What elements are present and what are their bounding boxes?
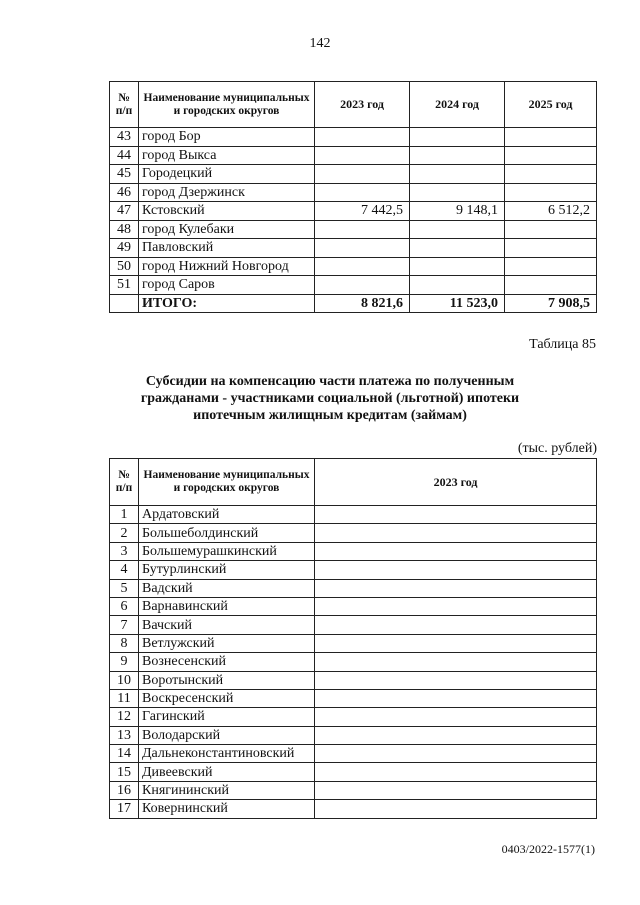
row-value-2024: [410, 220, 505, 239]
table-row: [110, 506, 597, 524]
header-name: Наименование муниципальных и городских округов: [139, 459, 315, 506]
row-value-2023: [315, 257, 410, 276]
row-number: 16: [110, 781, 139, 799]
row-name: Вачский: [139, 616, 315, 634]
row-value-2023: [315, 781, 597, 799]
row-number: 7: [110, 616, 139, 634]
row-value-2025: [505, 239, 597, 258]
table-continued-municipal-values: [109, 81, 597, 313]
row-name: Ковернинский: [139, 800, 315, 818]
row-value-2025: [505, 276, 597, 295]
table-row: [110, 128, 597, 147]
row-value-2025: [505, 128, 597, 147]
row-value-2023: [315, 220, 410, 239]
row-value-2023: [315, 183, 410, 202]
total-num-cell: [110, 294, 139, 313]
total-2023: 8 821,6: [315, 294, 410, 313]
table-heading: Субсидии на компенсацию части платежа по полученным гражданами - участниками социальной (льготной) ипотеки ипотечным жилищным кредитам (займам): [140, 374, 520, 423]
table-row: [110, 597, 597, 615]
table-row: [110, 542, 597, 560]
header-2025: 2025 год: [505, 82, 597, 128]
table-header-row: [110, 82, 597, 128]
row-number: 9: [110, 653, 139, 671]
row-name: город Дзержинск: [139, 183, 315, 202]
total-2025: 7 908,5: [505, 294, 597, 313]
row-value-2023: [315, 146, 410, 165]
total-label: ИТОГО:: [139, 294, 315, 313]
table-row: [110, 708, 597, 726]
row-value-2024: [410, 257, 505, 276]
row-name: Бутурлинский: [139, 561, 315, 579]
row-name: город Кулебаки: [139, 220, 315, 239]
row-number: 47: [110, 202, 139, 221]
row-number: 13: [110, 726, 139, 744]
row-value-2023: 7 442,5: [315, 202, 410, 221]
header-name: Наименование муниципальных и городских округов: [139, 82, 315, 128]
table-row: [110, 800, 597, 818]
table-row: [110, 781, 597, 799]
row-name: Гагинский: [139, 708, 315, 726]
row-number: 6: [110, 597, 139, 615]
table-row: [110, 276, 597, 295]
table-row: [110, 616, 597, 634]
table-label: Таблица 85: [529, 337, 596, 352]
row-name: Вознесенский: [139, 653, 315, 671]
table-row: [110, 220, 597, 239]
row-name: город Саров: [139, 276, 315, 295]
row-number: 10: [110, 671, 139, 689]
row-value-2023: [315, 165, 410, 184]
row-value-2025: [505, 257, 597, 276]
row-value-2024: [410, 276, 505, 295]
row-name: Дивеевский: [139, 763, 315, 781]
table-row: [110, 726, 597, 744]
total-row: [110, 294, 597, 313]
row-value-2025: [505, 220, 597, 239]
row-name: город Выкса: [139, 146, 315, 165]
row-value-2023: [315, 708, 597, 726]
row-name: Городецкий: [139, 165, 315, 184]
row-number: 43: [110, 128, 139, 147]
row-value-2023: [315, 276, 410, 295]
table-row: [110, 165, 597, 184]
table-row: [110, 146, 597, 165]
table-row: [110, 653, 597, 671]
row-name: Воскресенский: [139, 689, 315, 707]
table-85-subsidies: [109, 458, 597, 819]
row-value-2023: [315, 128, 410, 147]
row-name: Варнавинский: [139, 597, 315, 615]
row-name: Воротынский: [139, 671, 315, 689]
row-number: 44: [110, 146, 139, 165]
header-2023: 2023 год: [315, 82, 410, 128]
row-number: 3: [110, 542, 139, 560]
table-row: [110, 257, 597, 276]
row-value-2023: [315, 524, 597, 542]
table-row: [110, 634, 597, 652]
row-number: 11: [110, 689, 139, 707]
row-number: 8: [110, 634, 139, 652]
table-row: [110, 763, 597, 781]
row-name: Ардатовский: [139, 506, 315, 524]
row-value-2023: [315, 689, 597, 707]
row-number: 2: [110, 524, 139, 542]
row-name: Кстовский: [139, 202, 315, 221]
row-name: Дальнеконстантиновский: [139, 745, 315, 763]
row-number: 15: [110, 763, 139, 781]
row-name: Володарский: [139, 726, 315, 744]
row-value-2025: [505, 183, 597, 202]
row-value-2024: [410, 146, 505, 165]
header-num: № п/п: [110, 82, 139, 128]
row-value-2023: [315, 542, 597, 560]
row-value-2023: [315, 239, 410, 258]
header-2023: 2023 год: [315, 459, 597, 506]
row-name: Ветлужский: [139, 634, 315, 652]
total-2024: 11 523,0: [410, 294, 505, 313]
row-value-2024: [410, 183, 505, 202]
row-number: 48: [110, 220, 139, 239]
row-number: 12: [110, 708, 139, 726]
table-row: [110, 202, 597, 221]
row-value-2023: [315, 634, 597, 652]
units-label: (тыс. рублей): [517, 441, 597, 456]
row-name: Павловский: [139, 239, 315, 258]
row-number: 17: [110, 800, 139, 818]
table-row: [110, 671, 597, 689]
row-value-2024: 9 148,1: [410, 202, 505, 221]
row-number: 46: [110, 183, 139, 202]
table-row: [110, 561, 597, 579]
row-value-2023: [315, 653, 597, 671]
row-value-2023: [315, 745, 597, 763]
row-value-2023: [315, 616, 597, 634]
row-value-2023: [315, 579, 597, 597]
row-value-2025: [505, 165, 597, 184]
row-number: 45: [110, 165, 139, 184]
table-row: [110, 745, 597, 763]
row-value-2023: [315, 671, 597, 689]
row-name: Большемурашкинский: [139, 542, 315, 560]
row-value-2023: [315, 763, 597, 781]
row-number: 50: [110, 257, 139, 276]
row-value-2025: 6 512,2: [505, 202, 597, 221]
row-name: Большеболдинский: [139, 524, 315, 542]
table-row: [110, 579, 597, 597]
row-value-2024: [410, 239, 505, 258]
row-number: 14: [110, 745, 139, 763]
row-name: Вадский: [139, 579, 315, 597]
row-value-2023: [315, 597, 597, 615]
header-num: № п/п: [110, 459, 139, 506]
row-number: 49: [110, 239, 139, 258]
page-number: 142: [309, 36, 331, 51]
row-number: 1: [110, 506, 139, 524]
table-header-row: [110, 459, 597, 506]
table-row: [110, 524, 597, 542]
row-value-2023: [315, 561, 597, 579]
table-row: [110, 239, 597, 258]
document-code: 0403/2022-1577(1): [501, 842, 595, 856]
row-value-2023: [315, 726, 597, 744]
row-value-2024: [410, 128, 505, 147]
table-row: [110, 183, 597, 202]
row-name: Княгининский: [139, 781, 315, 799]
row-number: 51: [110, 276, 139, 295]
row-number: 4: [110, 561, 139, 579]
row-value-2024: [410, 165, 505, 184]
row-number: 5: [110, 579, 139, 597]
row-value-2023: [315, 506, 597, 524]
row-name: город Нижний Новгород: [139, 257, 315, 276]
row-value-2025: [505, 146, 597, 165]
row-name: город Бор: [139, 128, 315, 147]
row-value-2023: [315, 800, 597, 818]
header-2024: 2024 год: [410, 82, 505, 128]
table-row: [110, 689, 597, 707]
